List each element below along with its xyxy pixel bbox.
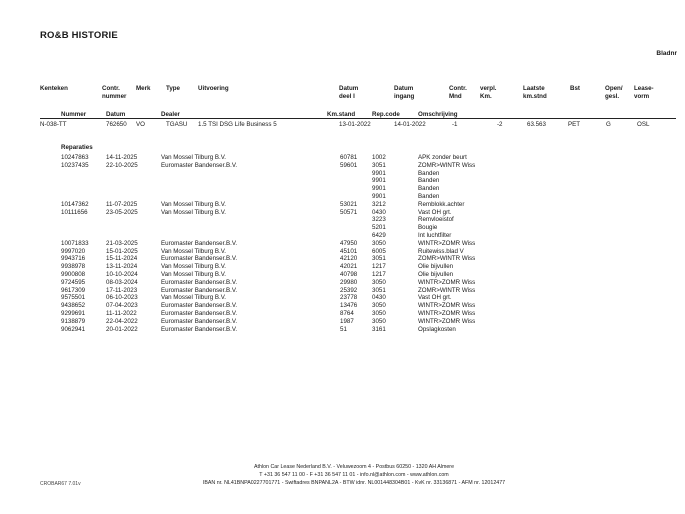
repair-dealer: Euromaster Bandenser.B.V. bbox=[161, 278, 238, 286]
header-repcode: Rep.code bbox=[372, 111, 400, 118]
repair-dealer: Euromaster Bandenser.B.V. bbox=[161, 239, 238, 247]
header-bst: Bst bbox=[570, 85, 580, 92]
repair-omschrijving: Banden bbox=[418, 169, 440, 177]
repair-nummer: 9938978 bbox=[61, 263, 86, 271]
repair-code: 9901 bbox=[372, 193, 386, 200]
repair-omschrijving: WINTR>ZOMR Wiss bbox=[418, 278, 476, 286]
repair-dealer: Euromaster Bandenser.B.V. bbox=[161, 310, 238, 317]
vehicle-type: TGASU bbox=[166, 121, 188, 128]
repair-kmstand: 1987 bbox=[340, 317, 354, 325]
repair-omschrijving: Opslagkosten bbox=[418, 325, 456, 333]
header-nummer: Nummer bbox=[61, 111, 87, 118]
repair-code: 9901 bbox=[372, 177, 386, 185]
repairs-section-title: Reparaties bbox=[61, 144, 93, 151]
repair-omschrijving: Bougie bbox=[418, 224, 438, 232]
repair-kmstand: 42120 bbox=[340, 255, 358, 263]
repair-nummer: 9062941 bbox=[61, 325, 86, 333]
repair-dealer: Euromaster Bandenser.B.V. bbox=[161, 302, 238, 310]
repair-omschrijving: APK zonder beurt bbox=[418, 154, 467, 161]
repair-dealer: Van Mossel Tilburg B.V. bbox=[161, 263, 226, 271]
repair-omschrijving: Olie bijvullen bbox=[418, 263, 454, 271]
repair-omschrijving: WINTR>ZOMR Wiss bbox=[418, 310, 476, 317]
vehicle-contr-mnd: -1 bbox=[452, 121, 458, 128]
repair-datum: 10-10-2024 bbox=[106, 271, 138, 278]
header-divider bbox=[40, 118, 676, 119]
repair-dealer: Euromaster Bandenser.B.V. bbox=[161, 255, 238, 263]
repair-dealer: Euromaster Bandenser.B.V. bbox=[161, 286, 238, 294]
repair-kmstand: 8764 bbox=[340, 310, 354, 317]
repair-nummer: 9943716 bbox=[61, 255, 86, 263]
repair-datum: 11-07-2025 bbox=[106, 200, 138, 208]
repair-nummer: 9138879 bbox=[61, 317, 86, 325]
repair-nummer: 9299691 bbox=[61, 310, 86, 317]
header-dealer: Dealer bbox=[161, 111, 180, 118]
page-title: RO&B HISTORIE bbox=[40, 30, 118, 41]
repair-omschrijving: Olie bijvullen bbox=[418, 271, 454, 278]
repair-omschrijving: ZOMR>WINTR Wiss bbox=[418, 286, 476, 294]
repair-omschrijving: WINTR>ZOMR Wiss bbox=[418, 317, 476, 325]
vehicle-verpl-km: -2 bbox=[497, 121, 503, 128]
vehicle-open-gesl: G bbox=[606, 121, 611, 128]
repair-dealer: Van Mossel Tilburg B.V. bbox=[161, 247, 226, 255]
repair-omschrijving: WINTR>ZOMR Wiss bbox=[418, 239, 476, 247]
repair-nummer: 9617309 bbox=[61, 286, 86, 294]
vehicle-contract: 762650 bbox=[106, 121, 127, 128]
repair-datum: 17-11-2023 bbox=[106, 286, 138, 294]
repair-code: 3050 bbox=[372, 278, 386, 286]
repair-code: 3050 bbox=[372, 310, 386, 317]
repair-kmstand: 23778 bbox=[340, 294, 358, 302]
repair-dealer: Van Mossel Tilburg B.V. bbox=[161, 200, 226, 208]
header-datum-deel1: Datum deel I bbox=[339, 85, 359, 100]
header-datum: Datum bbox=[106, 111, 126, 118]
repair-nummer: 9575501 bbox=[61, 294, 86, 302]
repair-omschrijving: Banden bbox=[418, 177, 440, 185]
repair-code: 3212 bbox=[372, 200, 386, 208]
repair-kmstand: 13476 bbox=[340, 302, 358, 310]
header-merk: Merk bbox=[136, 85, 151, 92]
repair-nummer: 10111656 bbox=[61, 208, 88, 216]
repair-kmstand: 40798 bbox=[340, 271, 358, 278]
repair-datum: 21-03-2025 bbox=[106, 239, 138, 247]
repair-dealer: Euromaster Bandenser.B.V. bbox=[161, 161, 238, 169]
repair-dealer: Van Mossel Tilburg B.V. bbox=[161, 294, 226, 302]
repair-code: 3050 bbox=[372, 302, 386, 310]
repair-kmstand: 25392 bbox=[340, 286, 358, 294]
repair-code: 3050 bbox=[372, 239, 386, 247]
repair-omschrijving: WINTR>ZOMR Wiss bbox=[418, 302, 476, 310]
repair-omschrijving: Banden bbox=[418, 185, 440, 193]
repair-code: 9901 bbox=[372, 185, 386, 193]
footer-address: Athlon Car Lease Nederland B.V. - Veluwezoom 4 - Postbus 60250 - 1320 AH Almere bbox=[253, 464, 455, 470]
repair-omschrijving: Banden bbox=[418, 193, 440, 200]
repair-kmstand: 53021 bbox=[340, 200, 358, 208]
header-type: Type bbox=[166, 85, 180, 92]
repair-datum: 13-11-2024 bbox=[106, 263, 138, 271]
repair-code: 3223 bbox=[372, 216, 386, 224]
vehicle-uitvoering: 1.5 TSI DSG Life Business 5 bbox=[198, 121, 277, 128]
vehicle-datum-ingang: 14-01-2022 bbox=[394, 121, 426, 128]
repair-kmstand: 51 bbox=[340, 325, 347, 333]
repair-omschrijving: Vast OH grt. bbox=[418, 294, 452, 302]
repair-code: 3051 bbox=[372, 286, 386, 294]
repair-omschrijving: Remvloeistof bbox=[418, 216, 454, 224]
header-kenteken: Kenteken bbox=[40, 85, 68, 92]
repair-code: 1217 bbox=[372, 263, 386, 271]
repair-code: 5201 bbox=[372, 224, 386, 232]
repair-dealer: Euromaster Bandenser.B.V. bbox=[161, 325, 238, 333]
repair-datum: 07-04-2023 bbox=[106, 302, 138, 310]
repair-datum: 20-01-2022 bbox=[106, 325, 138, 333]
vehicle-leasevorm: OSL bbox=[637, 121, 650, 128]
repair-kmstand: 29980 bbox=[340, 278, 358, 286]
repair-kmstand: 45101 bbox=[340, 247, 358, 255]
vehicle-laatste-km: 63.563 bbox=[527, 121, 546, 128]
vehicle-datum-deel1: 13-01-2022 bbox=[339, 121, 371, 128]
repair-kmstand: 50571 bbox=[340, 208, 358, 216]
header-uitvoering: Uitvoering bbox=[198, 85, 229, 92]
repair-nummer: 10071833 bbox=[61, 239, 89, 247]
repair-code: 9901 bbox=[372, 169, 386, 177]
repair-nummer: 10247863 bbox=[61, 154, 89, 161]
repair-dealer: Van Mossel Tilburg B.V. bbox=[161, 208, 226, 216]
repair-dealer: Van Mossel Tilburg B.V. bbox=[161, 271, 226, 278]
repair-omschrijving: ZOMR>WINTR Wiss bbox=[418, 255, 476, 263]
repair-code: 1002 bbox=[372, 154, 386, 161]
header-kmstand: Km.stand bbox=[327, 111, 356, 118]
header-contr-mnd: Contr. Mnd bbox=[449, 85, 467, 100]
repair-code: 3051 bbox=[372, 161, 386, 169]
header-omschrijving: Omschrijving bbox=[418, 111, 458, 118]
repair-dealer: Van Mossel Tilburg B.V. bbox=[161, 154, 226, 161]
repair-datum: 08-03-2024 bbox=[106, 278, 138, 286]
repair-omschrijving: Ruitewiss.blad V bbox=[418, 247, 464, 255]
repair-nummer: 10237435 bbox=[61, 161, 89, 169]
repair-datum: 15-01-2025 bbox=[106, 247, 138, 255]
header-open-gesl: Open/ gesl. bbox=[605, 85, 623, 100]
header-contr-nummer: Contr. nummer bbox=[102, 85, 127, 100]
repair-nummer: 9900808 bbox=[61, 271, 86, 278]
repair-datum: 23-05-2025 bbox=[106, 208, 138, 216]
repair-datum: 22-10-2025 bbox=[106, 161, 138, 169]
repair-datum: 14-11-2025 bbox=[106, 154, 138, 161]
header-verpl-km: verpl. Km. bbox=[480, 85, 497, 100]
repair-nummer: 9724595 bbox=[61, 278, 86, 286]
footer-bank-info: IBAN nr. NL41BNPA0227701771 - Swiftadres BNPANL2A - BTW idnr. NL001448304B01 - KvK nr. 33136871 - AFM nr. 12012477 bbox=[202, 480, 506, 486]
repair-nummer: 9997020 bbox=[61, 247, 86, 255]
vehicle-merk: VO bbox=[136, 121, 145, 128]
repair-kmstand: 42021 bbox=[340, 263, 358, 271]
header-laatste-km: Laatste km.stnd bbox=[523, 85, 547, 100]
vehicle-kenteken: N-038-TT bbox=[40, 121, 67, 128]
form-code: CROBAR67 7.01v bbox=[40, 481, 81, 487]
repair-nummer: 9438652 bbox=[61, 302, 86, 310]
repair-kmstand: 59601 bbox=[340, 161, 358, 169]
repair-omschrijving: ZOMR>WINTR Wiss bbox=[418, 161, 476, 169]
repair-code: 3050 bbox=[372, 317, 386, 325]
repair-omschrijving: Vast OH grt. bbox=[418, 208, 452, 216]
repair-code: 3161 bbox=[372, 325, 386, 333]
repair-code: 0430 bbox=[372, 208, 386, 216]
footer-contact: T +31 36 547 11 00 - F +31 36 547 11 01 - info.nl@athlon.com - www.athlon.com bbox=[259, 472, 449, 478]
repair-code: 1217 bbox=[372, 271, 386, 278]
header-datum-ingang: Datum ingang bbox=[394, 85, 415, 100]
page-number-label: Bladnr bbox=[656, 50, 677, 57]
repair-kmstand: 47950 bbox=[340, 239, 358, 247]
repair-datum: 11-11-2022 bbox=[106, 310, 137, 317]
repair-nummer: 10147362 bbox=[61, 200, 89, 208]
repair-datum: 06-10-2023 bbox=[106, 294, 138, 302]
repair-omschrijving: Int luchtfilter bbox=[418, 232, 452, 239]
vehicle-bst: PET bbox=[568, 121, 581, 128]
repair-kmstand: 60781 bbox=[340, 154, 358, 161]
repair-omschrijving: Remblokk.achter bbox=[418, 200, 465, 208]
repair-code: 6005 bbox=[372, 247, 386, 255]
header-leasevorm: Lease- vorm bbox=[634, 85, 654, 100]
repair-datum: 15-11-2024 bbox=[106, 255, 138, 263]
repair-code: 0430 bbox=[372, 294, 386, 302]
repair-dealer: Euromaster Bandenser.B.V. bbox=[161, 317, 238, 325]
repair-code: 6429 bbox=[372, 232, 386, 239]
repair-datum: 22-04-2022 bbox=[106, 317, 138, 325]
repair-code: 3051 bbox=[372, 255, 386, 263]
